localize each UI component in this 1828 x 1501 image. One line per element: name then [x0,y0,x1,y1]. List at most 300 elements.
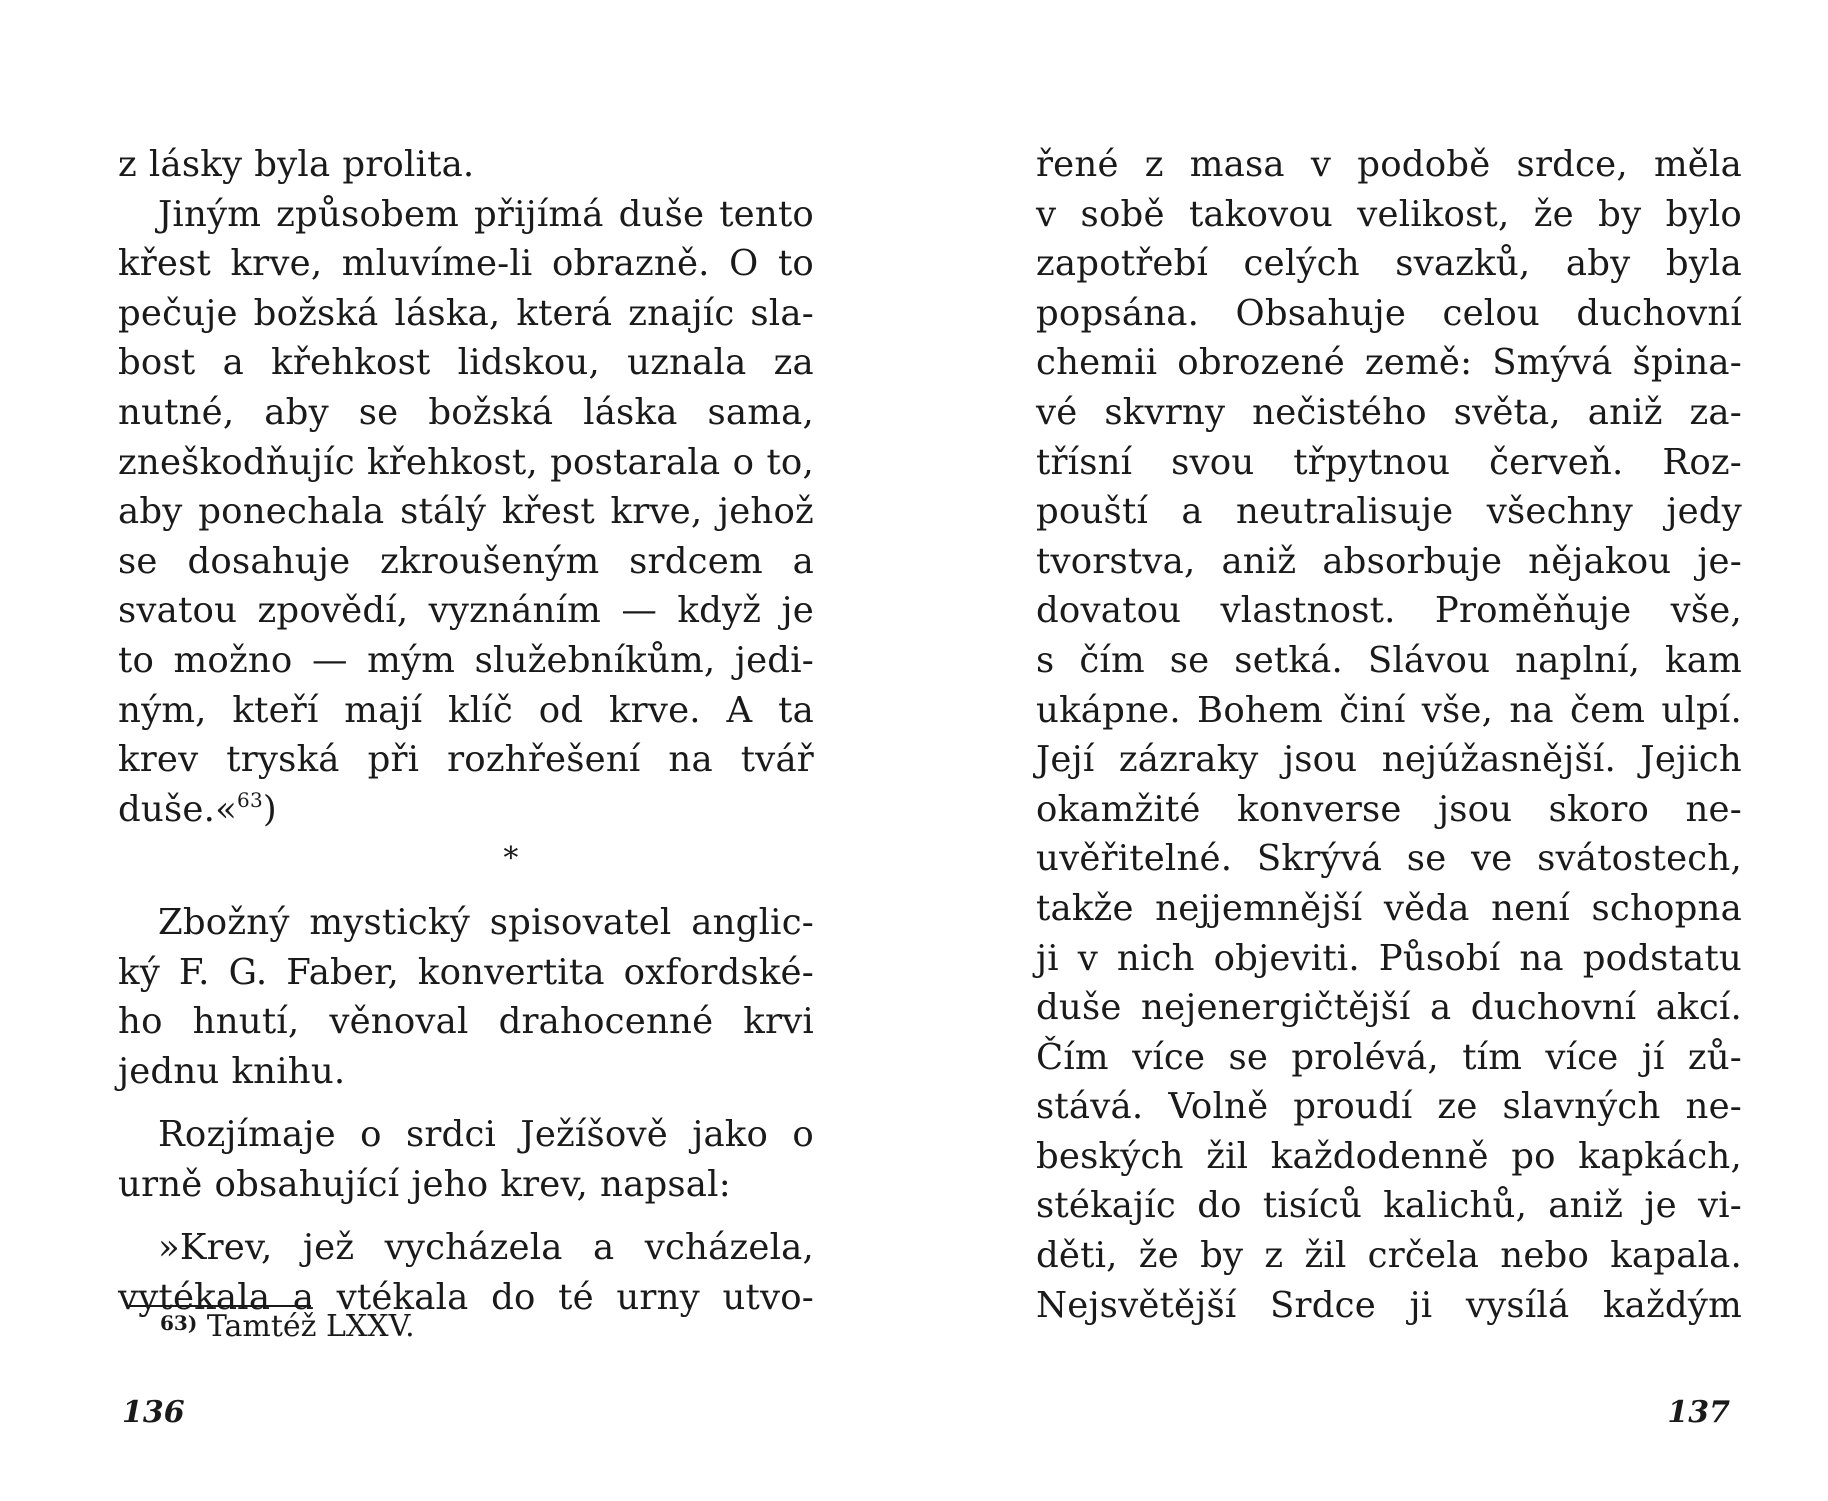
word: a [1181,491,1203,533]
word: po [1511,1135,1556,1177]
word: Bohem [1197,689,1324,731]
word: by [1598,193,1642,235]
word: za- [1689,391,1742,433]
word: bylo [1665,193,1742,235]
word: postarala [550,441,721,483]
text-line [1036,1181,1742,1231]
word: není [1491,887,1570,929]
word: Smývá [1492,342,1613,384]
word: jsou [1438,788,1513,830]
word: ukápne. [1036,689,1181,731]
word: srdce, [1516,144,1628,185]
word: naplní, [1515,639,1641,681]
word: a [792,540,814,582]
word: Jiným [158,193,262,235]
word: duše [1036,987,1122,1029]
word: ji [1409,1284,1433,1326]
word: věda [1383,887,1470,929]
text-line [118,190,814,240]
word: s [1036,639,1055,681]
word: dosahuje [187,540,351,582]
word: která [516,292,613,334]
text-line [118,735,814,785]
word: na [1519,937,1564,979]
word: beských [1036,1135,1184,1177]
text-line [1036,686,1742,736]
word: v [1310,144,1332,185]
word: na [1509,689,1554,731]
word: Proměňuje [1434,590,1632,632]
word: je- [1697,540,1742,582]
footnote-reference-close: ) [262,788,277,830]
word: podstatu [1582,937,1742,979]
word: při [367,739,420,781]
word: srdcem [629,540,763,582]
word: je [1644,1185,1677,1227]
word: Roz- [1662,441,1742,483]
word: svátostech, [1537,838,1742,880]
text-line [1036,735,1742,785]
word: láska [583,391,678,433]
word: třpytnou [1293,441,1451,483]
word: duchovní [1576,292,1742,334]
word: konverse [1237,788,1402,830]
word: ho [118,1001,163,1043]
paragraph-gap [118,1096,814,1110]
word: svatou [118,590,238,632]
word: absorbuje [1322,540,1503,582]
word: stékajíc [1036,1185,1177,1227]
word: do [1197,1185,1242,1227]
word: hnutí, [192,1001,300,1043]
word: vcházela, [644,1227,814,1269]
word: obrozené [1177,342,1345,384]
word: F. [178,951,210,993]
word: sla- [750,292,814,334]
word: velikost, [1357,193,1510,235]
word: čem [1570,689,1646,731]
text-line [1036,983,1742,1033]
word: žil [1304,1235,1347,1277]
footnote-reference: 63 [237,787,263,812]
word: nečistého [1252,391,1427,433]
word: oxfordské- [623,951,814,993]
word: knihu. [231,1050,346,1092]
text-line [1036,785,1742,835]
word: na [668,739,713,781]
word: světa, [1453,391,1561,433]
text-line [1036,1132,1742,1182]
word: řené [1036,144,1119,185]
word: každým [1602,1284,1742,1326]
word: Ježíšově [520,1114,668,1156]
text-line [1036,1082,1742,1132]
word: Obsahuje [1235,292,1407,334]
word: děti, [1036,1235,1118,1277]
word: znajíc [628,292,735,334]
word: duše.«$^{63}$) [118,787,277,830]
word: o [360,1114,382,1156]
word: Skrývá [1256,838,1383,880]
word: krev, [500,1163,589,1205]
word: a [292,1277,315,1319]
word: svou [1171,441,1255,483]
word: konvertita [417,951,605,993]
word: slavných [1502,1086,1661,1128]
word: popsána. [1036,292,1200,334]
text-line [1036,1033,1742,1083]
word: kteří [232,689,319,731]
word: chemii [1036,342,1158,384]
word: sobě [1080,193,1165,235]
text-line [1036,289,1742,339]
word: tvorstva, [1036,540,1196,582]
word: ulpí. [1661,689,1742,731]
word: sama, [707,391,814,433]
word: z [1264,1235,1284,1277]
word: věnoval [329,1001,469,1043]
word: aniž [1221,540,1297,582]
text-line [1036,1231,1742,1281]
word: láska, [394,292,501,334]
text-line [118,537,814,587]
text-line [118,1047,814,1097]
word: aby [1565,243,1631,285]
footnote-text: Tamtéž LXXV. [206,1309,415,1344]
word: měla [1653,144,1742,185]
word: té [558,1277,594,1319]
text-line [118,487,814,537]
word: klíč [448,689,513,731]
page-number-left: 136 [122,1395,185,1430]
text-line [118,1160,814,1210]
word: spisovatel [489,901,672,943]
word: z [118,144,137,185]
word: neutralisuje [1236,491,1454,533]
word: do [491,1277,536,1319]
word: možno [173,639,293,681]
section-separator: * [503,841,519,877]
word: více [1132,1036,1206,1078]
word: vše, [1670,590,1742,632]
word: takovou [1188,193,1333,235]
word: skvrny [1104,391,1226,433]
word: srdci [405,1114,497,1156]
word: akcí. [1655,987,1742,1029]
word: O [729,243,759,285]
text-line [118,388,814,438]
word: o [792,1114,814,1156]
word: vycházela [384,1227,563,1269]
word: zázraky [1118,739,1259,781]
word: Její [1036,739,1095,781]
word: skoro [1548,788,1650,830]
word: masa [1189,144,1285,185]
word: více [1545,1036,1619,1078]
word: za [773,342,814,384]
word: nich [1116,937,1195,979]
word: mystický [309,901,470,943]
word: prolita. [342,144,475,185]
text-line [1036,388,1742,438]
word: crčela [1367,1235,1480,1277]
text-line [1036,834,1742,884]
word: pečuje [118,292,238,334]
word: rozhřešení [447,739,641,781]
word: nejjemnější [1155,887,1363,929]
word: žil [1206,1135,1249,1177]
word: stálý [400,491,487,533]
footnote [160,1303,415,1347]
word: a [222,342,244,384]
word: se [118,540,158,582]
text-line [118,239,814,289]
right-page [914,0,1828,1501]
word: zneškodňujíc [118,441,355,483]
word: božská [253,292,379,334]
word: aniž [1587,391,1663,433]
word: pouští [1036,491,1148,533]
left-text-column [118,140,814,1323]
word: vyznáním [428,590,601,632]
word: jeho [411,1163,489,1205]
word: duchovní [1470,987,1637,1029]
text-line [118,586,814,636]
word: ze [1437,1086,1478,1128]
word: vtékala [336,1277,469,1319]
word: podobě [1357,144,1491,185]
word: ta [778,689,814,731]
word: ji [1036,937,1059,979]
word: tím [1462,1036,1523,1078]
text-line [118,686,814,736]
word: ne- [1685,788,1742,830]
word: Srdce [1270,1284,1376,1326]
word: mým [367,639,456,681]
text-line [1036,586,1742,636]
word: přijímá [474,193,604,235]
word: krve, [610,491,703,533]
text-line [118,1110,814,1160]
word: jako [692,1114,769,1156]
word: tento [719,193,814,235]
word: špina- [1632,342,1742,384]
word: utvo- [722,1277,814,1319]
text-line [118,785,814,835]
word: jí [1641,1036,1665,1078]
word: obsahující [214,1163,400,1205]
word: od [538,689,584,731]
right-text-column [1036,140,1742,1330]
word: jehož [718,491,814,533]
text-line [118,289,814,339]
word: Zbožný [158,901,290,943]
word: nutné, [118,391,235,433]
word: vysílá [1465,1284,1570,1326]
word: urny [616,1277,700,1319]
word: drahocenné [498,1001,714,1043]
text-line [1036,487,1742,537]
word: jsou [1283,739,1358,781]
word: z [1144,144,1164,185]
word: zpovědí, [257,590,409,632]
word: — [311,639,348,681]
text-line [1036,884,1742,934]
text-line [1036,438,1742,488]
text-line [1036,338,1742,388]
text-line [1036,190,1742,240]
word: uznala [627,342,747,384]
word: — [621,590,658,632]
word: Volně [1168,1086,1269,1128]
text-line [118,140,814,190]
word: takže [1036,887,1134,929]
word: se [1169,639,1210,681]
word: by [1200,1235,1244,1277]
word: kapkách, [1578,1135,1742,1177]
word: ne- [1685,1086,1742,1128]
text-line [1036,1281,1742,1331]
word: krve. [608,689,701,731]
word: celých [1243,243,1360,285]
word: ným, [118,689,207,731]
word: to [118,639,155,681]
word: celou [1442,292,1540,334]
word: červeň. [1489,441,1624,483]
text-line [118,898,814,948]
word: když [677,590,762,632]
word: Nejsvětější [1036,1284,1237,1326]
word: v [1077,937,1098,979]
word: ký [118,951,160,993]
word: že [1138,1235,1179,1277]
word: krve, [230,243,323,285]
word: Faber, [286,951,399,993]
word: jedi- [734,639,814,681]
word: ve [1471,838,1513,880]
word: aniž [1548,1185,1624,1227]
word: je [781,590,814,632]
text-line [1036,537,1742,587]
word: v [1036,193,1057,235]
text-line [118,1223,814,1273]
word: lásky [148,144,243,185]
word: obrazně. [551,243,710,285]
word: a [1429,987,1452,1029]
word: schopna [1591,887,1742,929]
word: ponechala [198,491,385,533]
word: Působí [1378,937,1501,979]
word: křehkost [271,342,431,384]
word: to, [766,441,814,483]
word: A [726,689,753,731]
word: kalichů, [1383,1185,1528,1227]
word: to [777,243,814,285]
word: svazků, [1395,243,1531,285]
word: prolévá, [1291,1036,1439,1078]
word: vé [1036,391,1078,433]
word: zkroušeným [380,540,600,582]
word: božská [428,391,554,433]
word: jedy [1666,491,1742,533]
word: nebo [1500,1235,1590,1277]
word: nějakou [1528,540,1672,582]
word: každodenně [1270,1135,1489,1177]
word: služebníkům, [474,639,716,681]
word: Čím [1036,1036,1109,1078]
word: urně [118,1163,203,1205]
word: aby [264,391,329,433]
text-line [118,997,814,1047]
word: a [592,1227,615,1269]
text-line [118,636,814,686]
word: krev [118,739,199,781]
word: vše, [1421,689,1494,731]
word: vi- [1697,1185,1742,1227]
word: stává. [1036,1086,1144,1128]
paragraph-gap [118,884,814,898]
word: bost [118,342,196,384]
word: setká. [1234,639,1343,681]
word: Jejich [1640,739,1742,781]
word: duše [618,193,705,235]
word: se [1228,1036,1269,1078]
text-line [118,438,814,488]
word: zů- [1687,1036,1742,1078]
word: tisíců [1262,1185,1363,1227]
text-line [118,338,814,388]
word: zapotřebí [1036,243,1209,285]
word: křest [118,243,211,285]
word: krvi [743,1001,814,1043]
word: tryská [226,739,340,781]
word: třísní [1036,441,1133,483]
word: Rozjímaje [158,1114,336,1156]
word: objeviti. [1213,937,1360,979]
word: kam [1665,639,1742,681]
word: nejúžasnější. [1381,739,1616,781]
text-line [1036,636,1742,686]
text-line [1036,239,1742,289]
text-line [1036,140,1742,190]
word: okamžité [1036,788,1201,830]
word: se [1406,838,1447,880]
word: vytékala [118,1277,271,1319]
word: že [1533,193,1574,235]
word: o [732,441,755,483]
word: kapala. [1610,1235,1742,1277]
word: tvář [740,739,814,781]
word: jež [302,1227,355,1269]
word: mají [344,689,423,731]
word: křehkost, [367,441,538,483]
footnote-number: 63) [160,1311,198,1335]
word: aby [118,491,183,533]
word: anglic- [691,901,814,943]
word: dovatou [1036,590,1182,632]
word: nejenergičtější [1141,987,1411,1029]
paragraph-gap [118,1209,814,1223]
word: čím [1079,639,1145,681]
word: vlastnost. [1220,590,1396,632]
word: G. [228,951,268,993]
word: lidskou, [457,342,600,384]
word: všechny [1486,491,1634,533]
word: uvěřitelné. [1036,838,1233,880]
word: křest [501,491,595,533]
word: způsobem [276,193,460,235]
word: jednu [118,1050,220,1092]
